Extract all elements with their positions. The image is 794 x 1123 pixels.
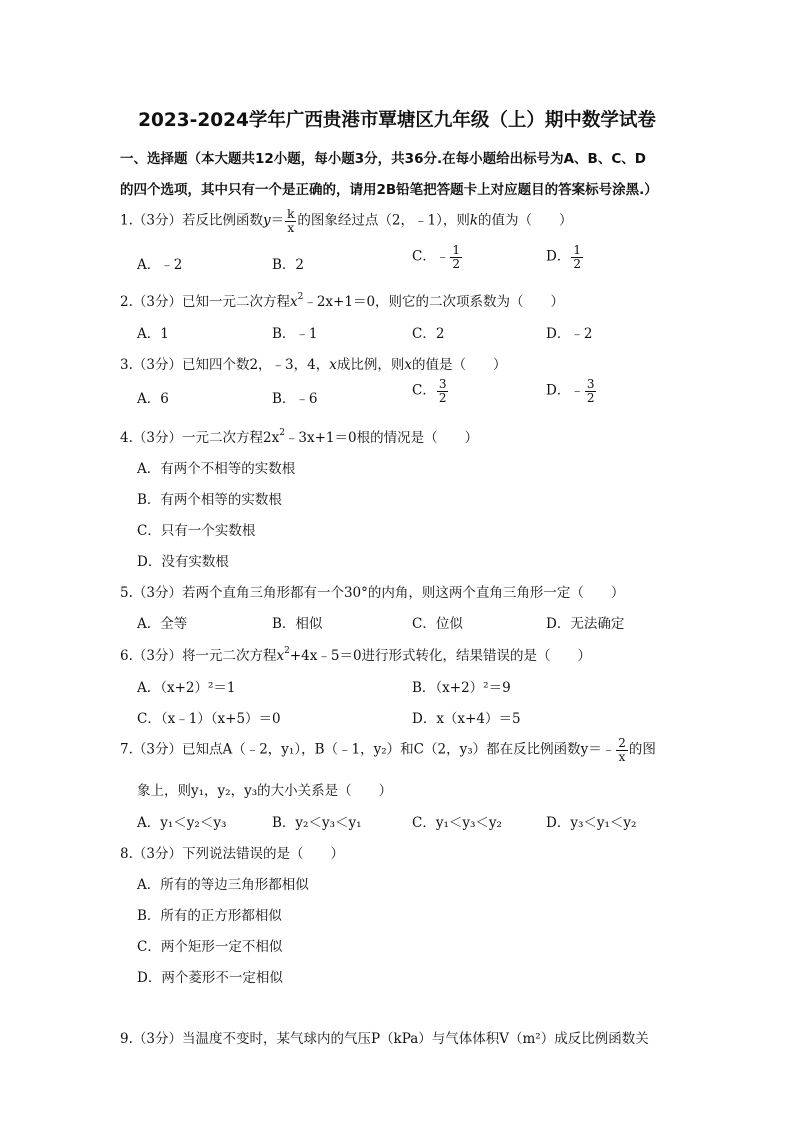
question-7-line2: 象上，则y₁，y₂，y₃的大小关系是（ ） (137, 783, 393, 799)
q3-d-den: 2 (586, 390, 595, 405)
q2-option-c: C．2 (412, 326, 445, 342)
question-5: 5.（3分）若两个直角三角形都有一个30°的内角，则这两个直角三角形一定（ ） (120, 585, 625, 601)
q5-option-a: A．全等 (137, 616, 188, 632)
q3-text-b: 成比例，则 (336, 357, 405, 373)
q3-d-num: 3 (586, 377, 595, 391)
q7-option-c: C．y₁＜y₃＜y₂ (412, 815, 502, 831)
q2-option-a: A．1 (137, 326, 169, 342)
q1-d-num: 1 (573, 243, 581, 257)
q1-c-num: 1 (452, 243, 460, 257)
q1-text-post2: 的值为（ ） (478, 212, 573, 229)
q2-exponent: 2 (297, 292, 304, 302)
q2-text-a: 2.（3分）已知一元二次方程 (120, 294, 290, 310)
q2-option-d: D．﹣2 (546, 326, 593, 342)
q7-text-a: 7.（3分）已知点A（﹣2，y₁），B（﹣1，y₂）和C（2，y₃）都在反比例函数y＝﹣ (120, 741, 616, 758)
q1-var-y: y (262, 212, 271, 229)
q6-var-x: x (276, 648, 285, 664)
question-2 (120, 290, 564, 310)
q3-option-c (412, 378, 449, 404)
question-3 (120, 353, 507, 373)
question-4 (120, 426, 478, 446)
q5-option-b: B．相似 (272, 616, 323, 632)
q3-var-x1: x (329, 357, 337, 373)
q1-fraction (285, 208, 296, 234)
q1-option-a: A．﹣2 (137, 257, 183, 273)
question-7-line1 (120, 737, 656, 763)
q2-option-b: B．﹣1 (272, 326, 318, 342)
q6-option-b: B．（x+2）²＝9 (412, 680, 511, 696)
q1-option-d (546, 244, 584, 270)
q1-d-prefix: D． (546, 248, 571, 265)
q1-frac-den: x (287, 220, 295, 235)
q2-var-x: x (289, 294, 298, 310)
question-6 (120, 644, 591, 664)
q6-option-c: C．（x﹣1）（x+5）＝0 (137, 711, 281, 727)
q4-option-a: A．有两个不相等的实数根 (137, 461, 296, 477)
q4-option-b: B．有两个相等的实数根 (137, 492, 282, 508)
q1-frac-num: k (287, 207, 295, 221)
page-title: 2023-2024学年广西贵港市覃塘区九年级（上）期中数学试卷 (138, 110, 656, 131)
q3-d-fraction (585, 378, 597, 404)
q4-option-d: D．没有实数根 (137, 554, 229, 570)
q3-option-a: A．6 (137, 391, 169, 407)
q5-option-d: D．无法确定 (546, 616, 625, 632)
q1-option-c (412, 244, 463, 270)
q8-option-c: C．两个矩形一定不相似 (137, 939, 283, 955)
q3-c-fraction (437, 378, 449, 404)
q6-text-a: 6.（3分）将一元二次方程 (120, 648, 277, 664)
q1-c-prefix: C．﹣ (412, 248, 450, 265)
q1-option-b: B．2 (272, 257, 305, 273)
q4-text-a: 4.（3分）一元二次方程 (120, 430, 263, 446)
q4-term: 2x (262, 430, 280, 446)
q1-text-post: 的图象经过点（2，﹣1），则 (297, 212, 470, 229)
q3-c-den: 2 (438, 390, 447, 405)
q7-fraction (616, 737, 628, 763)
q7-option-d: D．y₃＜y₁＜y₂ (546, 815, 637, 831)
section-heading-line1: 一、选择题（本大题共12小题，每小题3分，共36分.在每小题给出标号为A、B、C、D (120, 151, 646, 167)
question-1: 1.（3分）若反比例函数y＝ $\frac{k}{x}$ 的图象经过点（2，﹣1），则k的值为（ ） (120, 207, 573, 235)
q3-option-b: B．﹣6 (272, 391, 318, 407)
q8-option-b: B．所有的正方形都相似 (137, 908, 282, 924)
q3-d-prefix: D．﹣ (546, 382, 584, 399)
q4-exponent: 2 (279, 428, 285, 438)
section-heading-line2: 的四个选项，其中只有一个是正确的，请用2B铅笔把答题卡上对应题目的答案标号涂黑.） (120, 182, 658, 198)
q1-d-den: 2 (573, 256, 581, 271)
q1-c-den: 2 (452, 256, 460, 271)
q7-text-b: 的图 (628, 741, 656, 758)
q1-text-pre: 1.（3分）若反比例函数 (120, 212, 263, 229)
q6-exponent: 2 (284, 646, 290, 656)
q1-c-fraction (450, 244, 462, 270)
q3-c-num: 3 (438, 377, 447, 391)
q1-d-fraction (571, 244, 583, 270)
q3-text-c: 的值是（ ） (412, 357, 507, 373)
q6-option-a: A．（x+2）²＝1 (137, 680, 236, 696)
q6-text-b: +4x﹣5＝0进行形式转化，结果错误的是（ ） (289, 648, 592, 664)
q3-option-d (546, 378, 597, 404)
q3-var-x2: x (404, 357, 412, 373)
q8-option-d: D．两个菱形不一定相似 (137, 970, 283, 986)
q3-text-a: 3.（3分）已知四个数2，﹣3，4， (120, 357, 330, 373)
q8-option-a: A．所有的等边三角形都相似 (137, 877, 309, 893)
q4-text-b: ﹣3x+1＝0根的情况是（ ） (284, 430, 479, 446)
question-8: 8.（3分）下列说法错误的是（ ） (120, 846, 344, 862)
q5-option-c: C．位似 (412, 616, 463, 632)
q7-option-b: B．y₂＜y₃＜y₁ (272, 815, 362, 831)
q7-option-a: A．y₁＜y₂＜y₃ (137, 815, 227, 831)
q6-option-d: D．x（x+4）＝5 (412, 711, 521, 727)
q4-option-c: C．只有一个实数根 (137, 523, 256, 539)
q7-frac-den: x (618, 749, 626, 764)
q7-frac-num: 2 (618, 736, 626, 750)
question-9: 9.（3分）当温度不变时，某气球内的气压P（kPa）与气体体积V（m²）成反比例函数关 (120, 1031, 649, 1047)
q2-text-b: ﹣2x+1＝0，则它的二次项系数为（ ） (303, 294, 565, 310)
q3-c-prefix: C． (412, 382, 436, 399)
q1-var-k: k (469, 212, 479, 229)
